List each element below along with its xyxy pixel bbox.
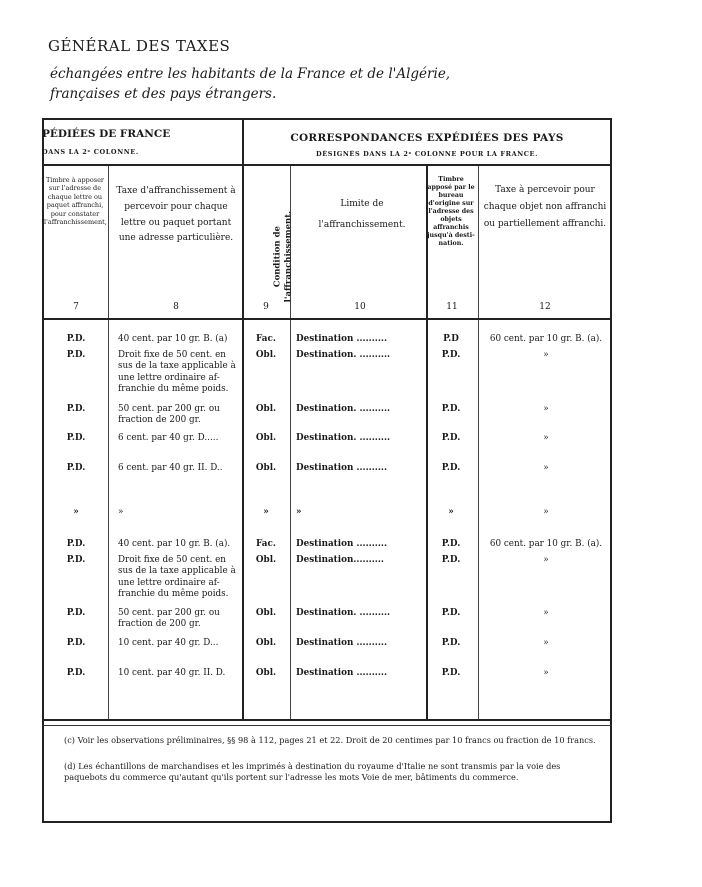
col-header-9: Condition de l'affranchissement. (272, 210, 293, 303)
table-cell-c10: Destination. .......... (296, 404, 391, 414)
table-cell-c12: 60 cent. par 10 gr. B. (a). (489, 539, 603, 549)
table-cell-c11: » (448, 507, 454, 517)
table-cell-c9: Obl. (255, 638, 277, 648)
table-cell-c11: P.D. (441, 638, 461, 648)
table-cell-c8: 6 cent. par 40 gr. II. D.. (118, 463, 223, 473)
table-cell-c10: Destination. .......... (296, 350, 391, 360)
table-cell-c8: Droit fixe de 50 cent. en sus de la taxe applicable à une lettre ordinaire af-franchie du même poids. (118, 555, 236, 599)
table-cell-c12: » (543, 507, 549, 517)
footnote-c: (c) Voir les observations préliminaires, §§ 98 à 112, pages 21 et 22. Droit de 20 centimes par 10 francs ou fraction de 10 francs. (64, 735, 596, 745)
table-cell-c8: 10 cent. par 40 gr. D... (118, 638, 219, 648)
table-cell-c10: Destination. .......... (296, 608, 391, 618)
col-number-10: 10 (354, 302, 366, 312)
table-cell-c8: 40 cent. par 10 gr. B. (a). (118, 539, 231, 549)
table-cell-c9: Obl. (255, 463, 277, 473)
col-header-8: Taxe d'affranchissement à percevoir pour chaque lettre ou paquet portant une adresse particulière. (116, 186, 236, 244)
left-section-title: PÉDIÉES DE FRANCE (42, 128, 171, 140)
table-cell-c11: P.D. (441, 539, 461, 549)
table-cell-c8: 40 cent. par 10 gr. B. (a) (118, 334, 228, 344)
footnote-d: (d) Les échantillons de marchandises et les imprimés à destination du royaume d'Italie ne sont transmis par la voie des paquebots du commerce qu'autant qu'ils portent sur l'adresse les mots Voie de mer, bâtiments du commerce. (64, 761, 561, 783)
table-cell-c9: Obl. (255, 608, 277, 618)
table-cell-c7: » (73, 507, 79, 517)
table-cell-c10: Destination. .......... (296, 433, 391, 443)
col-number-12: 12 (539, 302, 551, 312)
col-sep-7-8 (108, 166, 109, 720)
table-cell-c12: » (543, 463, 549, 473)
col-sep-11-12 (478, 166, 479, 720)
table-cell-c11: P.D. (441, 668, 461, 678)
table-cell-c11: P.D. (441, 555, 461, 565)
table-cell-c7: P.D. (66, 668, 86, 678)
table-cell-c10: Destination .......... (296, 539, 388, 549)
left-section-subtitle: DANS LA 2ᵉ COLONNE. (42, 148, 139, 156)
table-cell-c8: 50 cent. par 200 gr. ou fraction de 200 gr. (118, 404, 220, 426)
table-cell-c11: P.D. (441, 350, 461, 360)
table-bottom-border (42, 821, 612, 823)
table-cell-c7: P.D. (66, 334, 86, 344)
table-cell-c9: Fac. (256, 334, 276, 344)
table-cell-c7: P.D. (66, 638, 86, 648)
tariff-table (42, 118, 612, 823)
page-title: GÉNÉRAL DES TAXES (48, 37, 231, 55)
table-cell-c8: » (118, 507, 124, 517)
table-cell-c12: » (543, 404, 549, 414)
table-cell-c7: P.D. (66, 404, 86, 414)
table-cell-c7: P.D. (66, 433, 86, 443)
table-cell-c11: P.D. (441, 404, 461, 414)
table-cell-c12: » (543, 608, 549, 618)
table-cell-c7: P.D. (66, 539, 86, 549)
table-cell-c12: » (543, 638, 549, 648)
table-cell-c10: Destination .......... (296, 668, 388, 678)
col-header-11: Timbre apposé par le bureau d'origine sur l'adresse des objets affranchis jusqu'à desti-nation. (427, 176, 475, 248)
table-cell-c9: » (263, 507, 269, 517)
table-cell-c9: Obl. (255, 350, 277, 360)
col-number-9: 9 (263, 302, 269, 312)
table-cell-c11: P.D. (441, 433, 461, 443)
table-cell-c12: » (543, 433, 549, 443)
table-cell-c12: » (543, 555, 549, 565)
table-cell-c10: Destination .......... (296, 638, 388, 648)
table-cell-c7: P.D. (66, 463, 86, 473)
col-header-7: Timbre à apposer sur l'adresse de chaque lettre ou paquet affranchi, pour constater l'affranchissement, (44, 176, 107, 227)
table-cell-c8: Droit fixe de 50 cent. en sus de la taxe applicable à une lettre ordinaire af-franchie du même poids. (118, 350, 236, 394)
col-number-7: 7 (73, 302, 79, 312)
table-cell-c8: 50 cent. par 200 gr. ou fraction de 200 gr. (118, 608, 220, 630)
col-number-11: 11 (446, 302, 458, 312)
header-separator (42, 164, 612, 166)
table-cell-c9: Obl. (255, 668, 277, 678)
table-cell-c11: P.D. (441, 608, 461, 618)
table-cell-c12: » (543, 668, 549, 678)
body-top-rule (42, 318, 612, 320)
table-cell-c10: Destination.......... (296, 555, 384, 565)
table-cell-c11: P.D. (441, 463, 461, 473)
table-cell-c12: » (543, 350, 549, 360)
table-cell-c9: Obl. (255, 433, 277, 443)
table-top-border (42, 118, 612, 120)
table-cell-c11: P.D (443, 334, 459, 344)
table-cell-c8: 10 cent. par 40 gr. II. D. (118, 668, 226, 678)
right-section-subtitle: DÉSIGNÉS DANS LA 2ᵉ COLONNE POUR LA FRANCE. (316, 150, 538, 158)
col-header-12: Taxe à percevoir pour chaque objet non affranchi ou partiellement affranchi. (483, 185, 607, 230)
table-cell-c7: P.D. (66, 555, 86, 565)
table-cell-c10: Destination .......... (296, 334, 388, 344)
page-subtitle-line-1: échangées entre les habitants de la France et de l'Algérie, (50, 66, 451, 82)
table-cell-c10: » (296, 507, 302, 517)
right-section-title: CORRESPONDANCES EXPÉDIÉES DES PAYS (290, 132, 564, 144)
col-header-10: Limite de l'affranchissement. (318, 199, 406, 230)
col-number-8: 8 (173, 302, 179, 312)
table-cell-c9: Obl. (255, 404, 277, 414)
table-cell-c9: Fac. (256, 539, 276, 549)
table-cell-c10: Destination .......... (296, 463, 388, 473)
footnote-rule (42, 725, 612, 726)
section-divider (242, 118, 244, 720)
table-cell-c8: 6 cent. par 40 gr. D..... (118, 433, 219, 443)
table-cell-c7: P.D. (66, 608, 86, 618)
table-cell-c7: P.D. (66, 350, 86, 360)
body-bottom-rule (42, 719, 612, 721)
table-cell-c9: Obl. (255, 555, 277, 565)
table-cell-c12: 60 cent. par 10 gr. B. (a). (489, 334, 603, 344)
page-subtitle-line-2: françaises et des pays étrangers. (50, 86, 277, 102)
